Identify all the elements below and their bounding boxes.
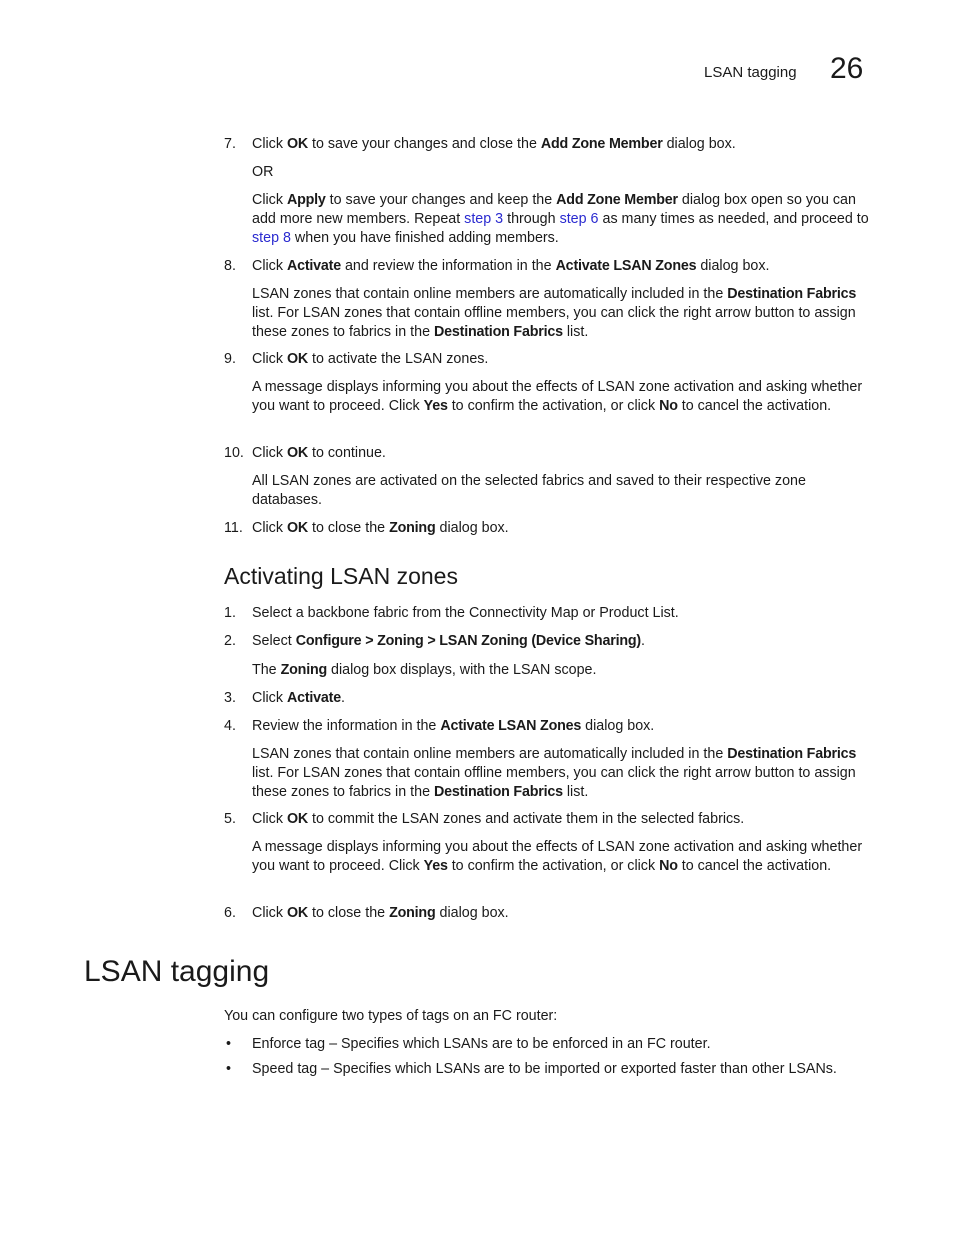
link-step-8[interactable]: step 8: [252, 230, 291, 246]
section-heading-activating-lsan-zones: Activating LSAN zones: [224, 563, 458, 589]
step-number: 2.: [224, 633, 236, 649]
step-number: 10.: [224, 445, 244, 461]
or-text: OR: [252, 164, 274, 180]
running-header-section: LSAN tagging: [704, 64, 797, 81]
step-text: Select a backbone fabric from the Connectivity Map or Product List.: [252, 605, 679, 621]
link-step-6[interactable]: step 6: [559, 211, 599, 227]
step-number: 8.: [224, 258, 236, 274]
step-number: 4.: [224, 718, 236, 734]
activate-step-5-paragraph: A message displays informing you about the effects of LSAN zone activation and asking whether you want to proceed. Click Yes to confirm the activation, or click No to cancel the activation.: [252, 839, 863, 874]
bullet-icon: •: [226, 1036, 232, 1052]
step-number: 1.: [224, 605, 236, 621]
step-number: 3.: [224, 690, 236, 706]
step-10-paragraph: All LSAN zones are activated on the selected fabrics and saved to their respective zone databases.: [252, 473, 806, 508]
activate-step-4-paragraph: LSAN zones that contain online members are automatically included in the Destination Fabrics list. For LSAN zones that contain offline members, you can click the right arrow button to assign these zones to fabrics in the Destination Fabrics list.: [252, 746, 857, 800]
step-text: Click OK to close the Zoning dialog box.: [252, 520, 509, 536]
step-text: Click Activate and review the information in the Activate LSAN Zones dialog box.: [252, 258, 770, 274]
step-text: Click OK to activate the LSAN zones.: [252, 351, 489, 367]
step-number: 7.: [224, 136, 236, 152]
bullet-icon: •: [226, 1061, 232, 1077]
list-item-text: Enforce tag – Specifies which LSANs are to be enforced in an FC router.: [252, 1036, 711, 1052]
step-text: Click OK to continue.: [252, 445, 386, 461]
step-text: Click OK to commit the LSAN zones and activate them in the selected fabrics.: [252, 811, 745, 827]
step-number: 9.: [224, 351, 236, 367]
link-step-3[interactable]: step 3: [464, 211, 504, 227]
activate-step-2-paragraph: The Zoning dialog box displays, with the LSAN scope.: [252, 662, 597, 678]
step-number: 11.: [224, 520, 243, 536]
step-8-paragraph: LSAN zones that contain online members are automatically included in the Destination Fabrics list. For LSAN zones that contain offline members, you can click the right arrow button to assign these zones to fabrics in the Destination Fabrics list.: [252, 286, 857, 340]
apply-paragraph: Click Apply to save your changes and keep the Add Zone Member dialog box open so you can add more new members. Repeat step 3 through step 6 as many times as needed, and proceed to step 8 when you have finished adding members.: [252, 192, 869, 246]
step-text: Click Activate.: [252, 690, 345, 706]
step-text: Click OK to save your changes and close the Add Zone Member dialog box.: [252, 136, 736, 152]
intro-text: You can configure two types of tags on an FC router:: [224, 1008, 558, 1024]
section-heading-lsan-tagging: LSAN tagging: [84, 955, 270, 988]
step-number: 5.: [224, 811, 236, 827]
step-text: Review the information in the Activate LSAN Zones dialog box.: [252, 718, 655, 734]
step-text: Click OK to close the Zoning dialog box.: [252, 905, 509, 921]
chapter-number: 26: [830, 52, 864, 85]
step-text: Select Configure > Zoning > LSAN Zoning (Device Sharing).: [252, 633, 645, 649]
step-number: 6.: [224, 905, 236, 921]
step-9-paragraph: A message displays informing you about the effects of LSAN zone activation and asking whether you want to proceed. Click Yes to confirm the activation, or click No to cancel the activation.: [252, 379, 863, 414]
list-item-text: Speed tag – Specifies which LSANs are to be imported or exported faster than other LSANs.: [252, 1061, 837, 1077]
